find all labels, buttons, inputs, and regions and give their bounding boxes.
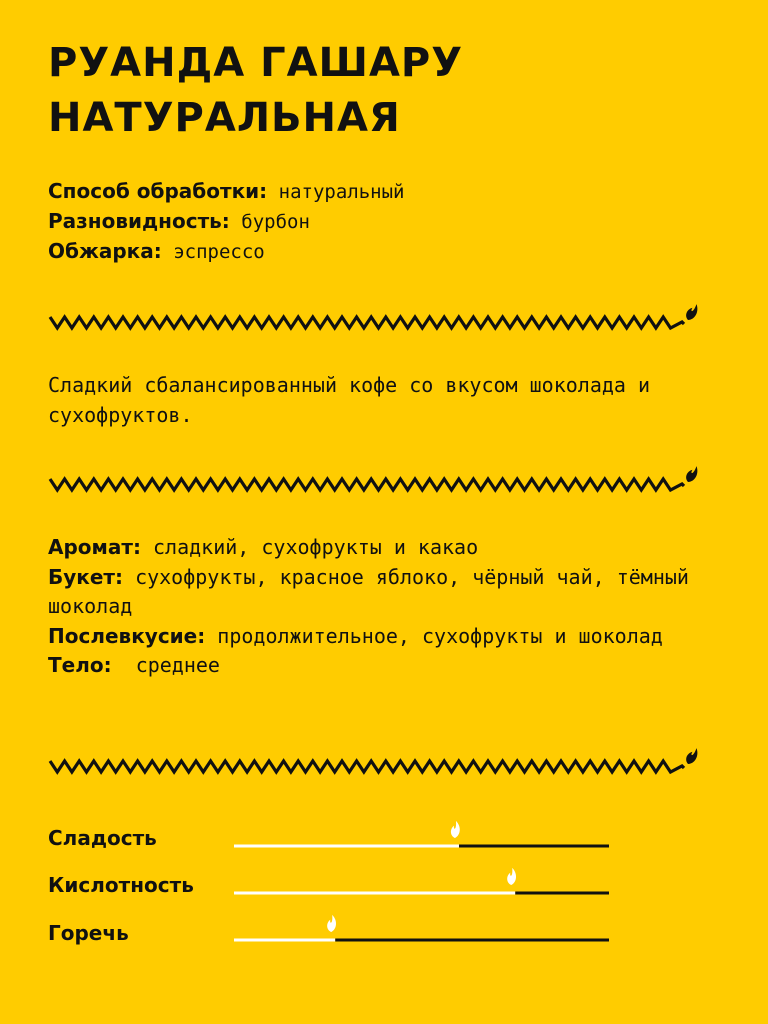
title-line-1: РУАНДА ГАШАРУ: [48, 40, 464, 86]
flame-icon: [684, 464, 700, 484]
aroma-value: сладкий, сухофрукты и какао: [153, 535, 479, 559]
tasting-notes: [48, 533, 708, 681]
spec-value: натуральный: [278, 181, 405, 203]
zigzag-divider-1: [48, 298, 700, 338]
body-row: [48, 651, 708, 681]
aftertaste-value: продолжительное, сухофрукты и шоколад: [217, 623, 663, 648]
zigzag-line: [50, 761, 684, 772]
aroma-label: Аромат:: [48, 535, 141, 559]
body-label: Тело:: [48, 653, 112, 677]
coffee-description: Сладкий сбалансированный кофе со вкусом шоколада и сухофруктов.: [48, 373, 651, 427]
aroma-row: [48, 533, 708, 563]
aftertaste-row: [48, 622, 708, 652]
acidity-scale: [234, 859, 614, 899]
spec-value: эспрессо: [173, 241, 265, 263]
spec-label: Способ обработки:: [48, 179, 268, 203]
aftertaste-label: Послевкусие:: [48, 623, 206, 648]
spec-processing: [48, 176, 404, 207]
zigzag-divider-3: [48, 742, 700, 782]
spec-variety: [48, 206, 310, 237]
bitterness-label: Горечь: [48, 921, 129, 945]
zigzag-line: [50, 317, 684, 328]
spec-label: Обжарка:: [48, 239, 162, 263]
spec-value: бурбон: [241, 211, 310, 233]
flame-icon: [327, 915, 336, 932]
bouquet-value: сухофрукты, красное яблоко, чёрный чай, тёмный шоколад: [48, 564, 689, 618]
sweetness-label: Сладость: [48, 826, 157, 850]
title-line-2: НАТУРАЛЬНАЯ: [48, 95, 401, 141]
acidity-label: Кислотность: [48, 873, 194, 897]
flame-icon: [684, 746, 700, 766]
bitterness-scale: [234, 906, 614, 946]
sweetness-scale: [234, 812, 614, 852]
flame-icon: [684, 302, 700, 322]
bouquet-row: [48, 563, 708, 622]
zigzag-line: [50, 479, 684, 490]
spec-roast: [48, 236, 265, 267]
flame-icon: [451, 821, 460, 838]
product-title: [48, 36, 463, 146]
flame-icon: [507, 868, 516, 885]
spec-label: Разновидность:: [48, 209, 230, 233]
bouquet-label: Букет:: [48, 564, 124, 589]
zigzag-divider-2: [48, 460, 700, 500]
body-value: среднее: [135, 653, 220, 677]
